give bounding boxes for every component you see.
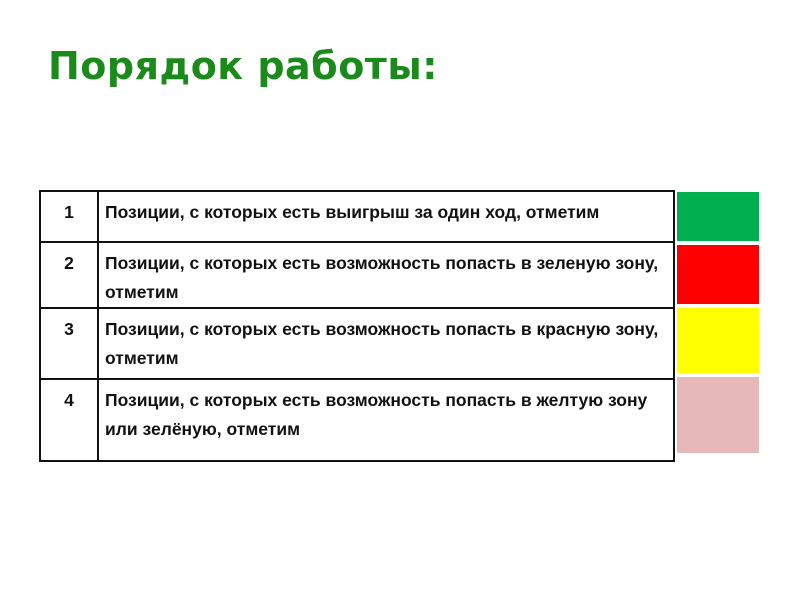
row-text: Позиции, с которых есть возможность попасть в желтую зону или зелёную, отметим xyxy=(98,379,674,461)
table-row xyxy=(40,379,674,461)
color-swatch-red xyxy=(677,245,759,304)
row-text: Позиции, с которых есть возможность попасть в зеленую зону, отметим xyxy=(98,242,674,308)
page-title: Порядок работы: xyxy=(48,44,438,88)
row-text: Позиции, с которых есть возможность попасть в красную зону, отметим xyxy=(98,308,674,379)
row-number: 3 xyxy=(40,308,98,379)
table-row xyxy=(40,308,674,379)
row-number: 1 xyxy=(40,191,98,242)
color-swatch-green xyxy=(677,192,759,241)
row-number: 4 xyxy=(40,379,98,461)
row-text: Позиции, с которых есть выигрыш за один ход, отметим xyxy=(98,191,674,242)
rules-table xyxy=(39,190,675,462)
color-swatch-yellow xyxy=(677,308,759,373)
row-number: 2 xyxy=(40,242,98,308)
color-swatch-pink xyxy=(677,377,759,453)
table-row xyxy=(40,191,674,242)
table-row xyxy=(40,242,674,308)
